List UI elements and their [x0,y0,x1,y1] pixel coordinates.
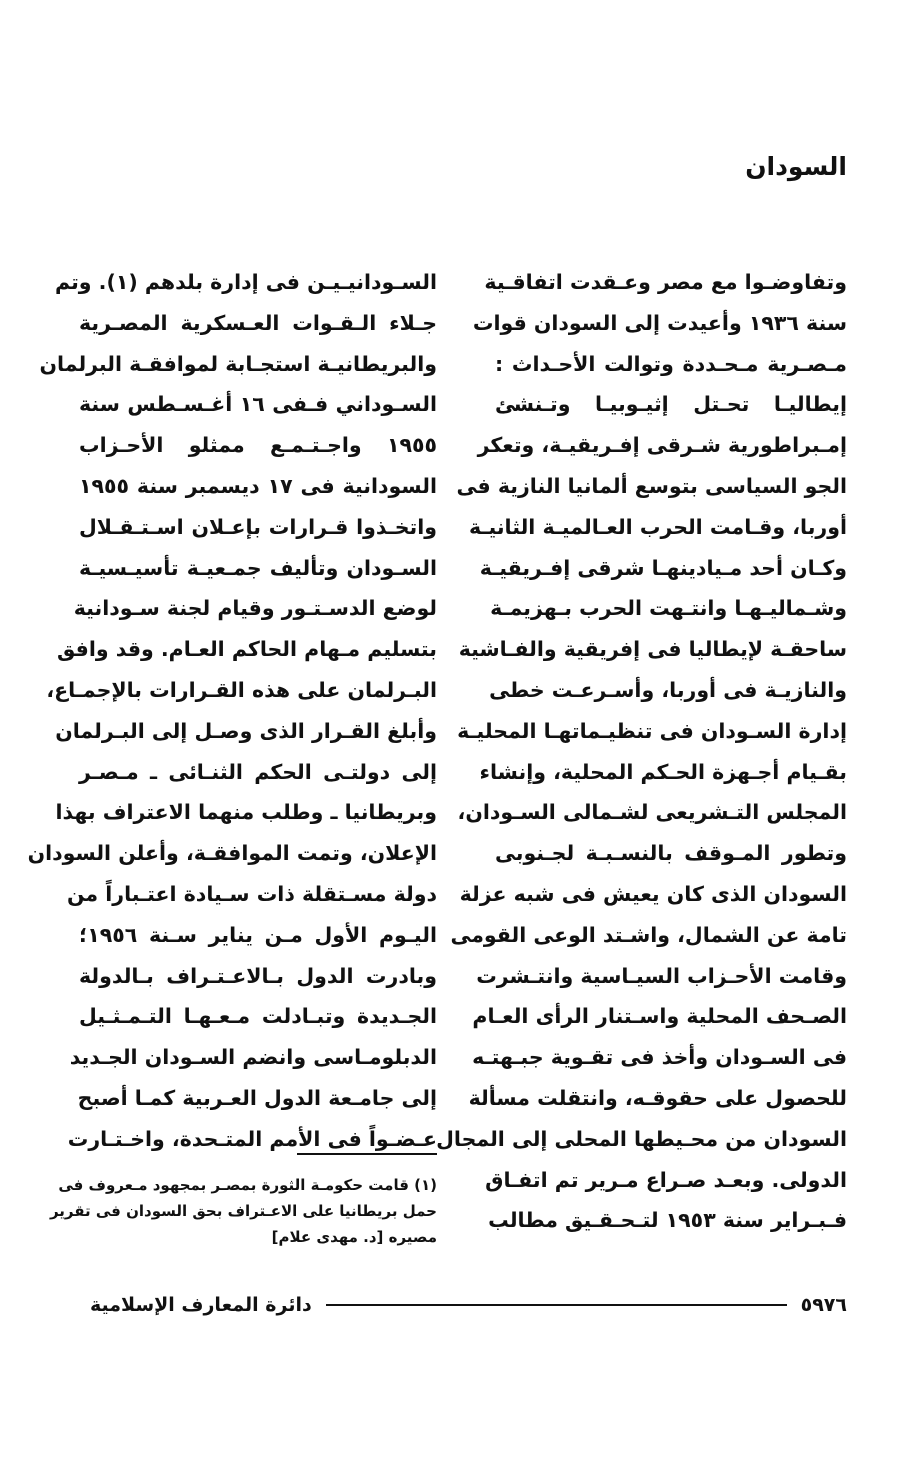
text-line: بقـيام أجـهزة الحـكم المحلية، وإنشاء [479,759,847,784]
text-line: وكـان أحد مـيادينهـا شرقى إفـريقيـة [479,555,847,580]
text-line: لوضع الدسـتـور وقيام لجنة سـودانية [73,596,437,621]
text-line: للحصول على حقوقـه، وانتقلت مسألة [468,1085,847,1110]
text-line: إمـبراطورية شـرقى إفـريقيـة، وتعكر [477,433,847,458]
text-line: الجو السياسى بتوسع ألمانيا النازية فى [456,473,847,498]
text-line: أوربا، وقـامت الحرب العـالميـة الثانيـة [469,514,847,539]
footnote [49,1172,437,1250]
text-line: مـصـرية مـحـددة وتوالت الأحـداث : [495,351,847,376]
text-line: الإعلان، وتمت الموافقـة، وأعلن السودان [27,841,437,866]
text-line: ساحقـة لإيطاليا فى إفريقية والفـاشية [458,637,847,662]
text-line: الدولى. وبعـد صـراع مـرير تم اتفـاق [485,1167,847,1192]
footnote-line: (١) قامت حكومـة الثورة بمصـر بمجهود مـعروف فى [58,1176,437,1194]
text-line: فـبـراير سنة ١٩٥٣ لتـحـقـيق مطالب [488,1208,847,1233]
footer-rule [326,1304,787,1306]
text-line: إيطاليـا تحـتل إثيـوبيـا وتـنشئ [495,392,847,417]
text-line: إلى جامـعة الدول العـربية كمـا أصبح [77,1085,437,1110]
text-line: المجلس التـشريعى لشـمالى السـودان، [457,800,847,825]
text-line: والنازيـة فى أوربا، وأسـرعـت خطى [489,677,847,702]
text-line: فى السـودان وأخذ فى تقـوية جبـهتـه [472,1045,847,1070]
footnote-line: حمل بريطانيا على الاعـتراف بحق السودان فى تقرير [49,1202,437,1220]
text-line: عـضـواً فى الأمم المتـحدة، واخـتـارت [67,1126,437,1151]
text-column-left [27,262,437,1160]
text-line: الصـحف المحلية واسـتنار الرأى العـام [472,1004,847,1029]
footnote-separator [297,1153,437,1155]
text-line: إلى دولتـى الحكم الثنـائى ـ مـصـر [79,759,437,784]
text-line: سنة ١٩٣٦ وأعيدت إلى السودان قوات [472,310,847,335]
page-footer [90,1290,847,1320]
text-line: السـودانيـيـن فى إدارة بلدهم (١). وتم [55,270,437,294]
text-line: وبادرت الدول بـالاعـتـراف بـالدولة [79,963,437,988]
text-line: وأبلغ القـرار الذى وصـل إلى البـرلمان [55,718,437,743]
text-line: وقامت الأحـزاب السيـاسية وانتـشرت [476,963,847,988]
text-line: السـودان وتأليف جمـعيـة تأسيـسيـة [79,555,437,580]
text-line: السـوداني فـفى ١٦ أغـسـطس سنة [79,392,437,417]
text-line: الدبلومـاسى وانضم السـودان الجـديد [69,1045,437,1070]
text-line: وشـماليـهـا وانتـهت الحرب بـهزيمـة [490,596,847,621]
footnote-line: مصيره [د. مهدى علام] [271,1228,437,1246]
text-line: والبريطانيـة استجـابة لموافقـة البرلمان [39,351,437,376]
text-line: وتطور المـوقف بالنسـبـة لجـنوبى [495,841,847,866]
text-line: وبريطانيا ـ وطلب منهما الاعتراف بهذا [55,800,437,825]
text-line: اليـوم الأول مـن يناير سـنة ١٩٥٦؛ [79,922,437,947]
running-head-title: السودان [745,152,847,181]
text-line: السودانية فى ١٧ ديسمبر سنة ١٩٥٥ [79,473,437,498]
text-line: جـلاء الـقـوات العـسكرية المصـرية [79,310,437,335]
text-line: الجـديدة وتبـادلت مـعـهـا التـمـثـيل [79,1004,437,1029]
text-column-right [436,262,847,1241]
text-line: ١٩٥٥ واجـتـمـع ممثلو الأحـزاب [79,433,437,458]
text-line: واتخـذوا قـرارات بإعـلان اسـتـقـلال [79,514,437,539]
text-line: السودان الذى كان يعيش فى شبه عزلة [459,881,847,906]
text-line: وتفاوضـوا مع مصر وعـقدت اتفاقـية [484,270,847,294]
text-line: تامة عن الشمال، واشـتد الوعى القومى [450,922,847,947]
publication-title: دائرة المعارف الإسلامية [90,1294,312,1316]
text-line: إدارة السـودان فى تنظيـماتهـا المحليـة [457,718,847,743]
text-line: بتسليم مـهام الحاكم العـام. وقد وافق [56,637,437,662]
text-line: دولة مسـتقلة ذات سـيادة اعتـباراً من [66,881,437,906]
text-line: السودان من محـيطها المحلى إلى المجال [436,1126,847,1151]
page-number: ٥٩٧٦ [800,1294,847,1316]
text-line: البـرلمان على هذه القـرارات بالإجمـاع، [46,677,437,702]
